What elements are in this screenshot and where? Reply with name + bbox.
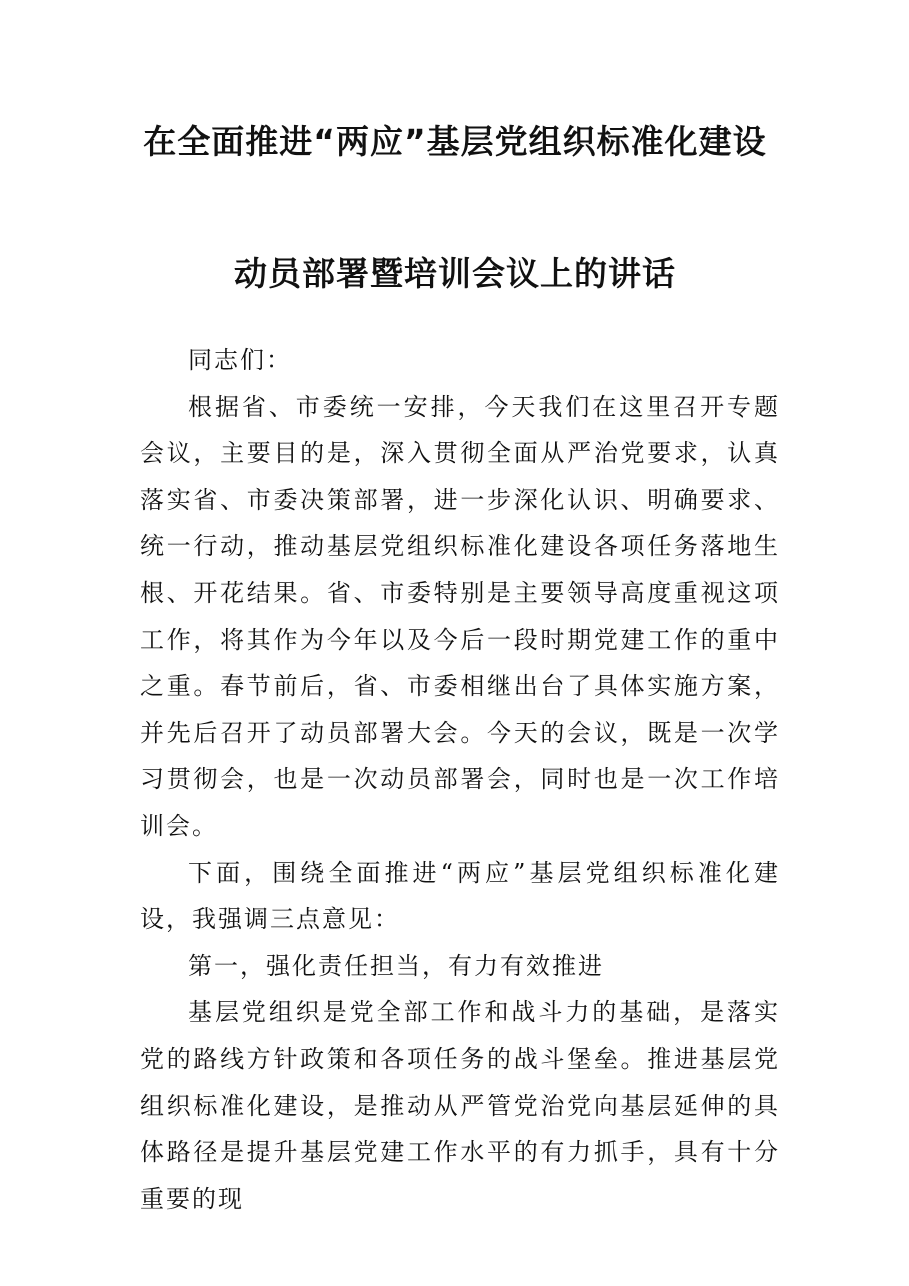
transition-paragraph: 下面，围绕全面推进“两应”基层党组织标准化建设，我强调三点意见： [140,858,780,934]
section-paragraph-1: 基层党组织是党全部工作和战斗力的基础，是落实党的路线方针政策和各项任务的战斗堡垒。推进基层党组织标准化建设，是推动从严管党治党向基层延伸的具体路径是提升基层党建工作水平的有力抓手，具有十分重要的现 [140,998,780,1213]
salutation-paragraph: 同志们： [188,346,292,374]
section-heading-1: 第一，强化责任担当，有力有效推进 [188,951,604,980]
intro-paragraph: 根据省、市委统一安排，今天我们在这里召开专题会议，主要目的是，深入贯彻全面从严治党要求，认真落实省、市委决策部署，进一步深化认识、明确要求、统一行动，推动基层党组织标准化建设各项任务落地生根、开花结果。省、市委特别是主要领导高度重视这项工作，将其作为今年以及今后一段时期党建工作的重中之重。春节前后，省、市委相继出台了具体实施方案，并先后召开了动员部署大会。今天的会议，既是一次学习贯彻会，也是一次动员部署会，同时也是一次工作培训会。 [140,392,780,840]
document-subtitle: 动员部署暨培训会议上的讲话 [234,254,676,293]
document-body [140,337,780,1222]
document-title: 在全面推进“两应”基层党组织标准化建设 [143,122,767,161]
